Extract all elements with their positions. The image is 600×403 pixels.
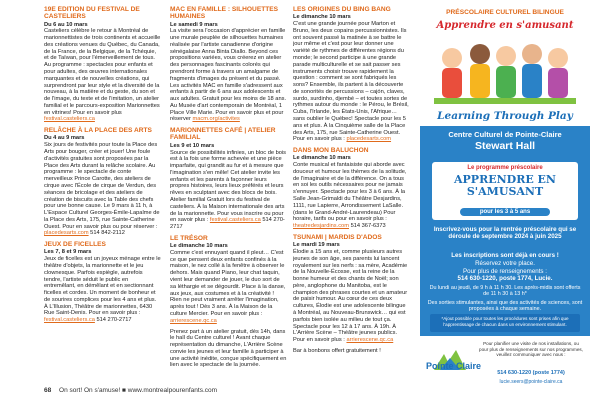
- ad-footnote: *Ajout possible pour toutes les procédures sont prises afin que l'apprentissage de chacun dans un environnement stimulant.: [430, 314, 580, 332]
- event-description: [293, 348, 410, 355]
- event-listing: [293, 234, 410, 344]
- event-description: [170, 250, 287, 325]
- event-description: [44, 28, 161, 123]
- event-listing: [44, 6, 161, 123]
- event-link[interactable]: macm.org/activites: [192, 116, 240, 123]
- ad-schedule: Du lundi au jeudi, de 9 h à 11 h 30. Les après-midis sont offerts de 11 h 30 à 13 h*: [429, 285, 581, 298]
- page-footer: [44, 387, 217, 394]
- event-title: LES ORIGINES DU BING BANG: [293, 6, 391, 13]
- event-listing: [170, 235, 287, 325]
- ad-headline-french: Apprendre en s'amusant: [436, 20, 574, 31]
- event-date: Le dimanche 10 mars: [293, 155, 351, 162]
- event-description: [293, 21, 410, 143]
- event-date: Du 4 au 9 mars: [44, 135, 85, 142]
- ad-program-kicker: Le programme préscolaire: [467, 165, 543, 171]
- children-illustration: [434, 36, 576, 106]
- event-description: [44, 142, 161, 237]
- event-description: [293, 249, 410, 344]
- event-link[interactable]: festival.casteliers.ca: [209, 217, 261, 224]
- event-description-text: Jeux de ficelles est un joyeux ménage entre le théâtre d'objets, la marionnette et le jeu clownesque. Parfois espiègle, autrefois tendre, l'artiste séduit le public en entremêlant, en démêlant et en sectionnant ficelles et cordes. Un moment de bonheur et de sourires complices pour les 4 ans et plus. À L'Illusion, Théâtre de marionnettes, 6430 Rue Saint-Denis. Pour en savoir plus :: [44, 256, 161, 317]
- event-title: MAC EN FAMILLE : SILHOUETTES HUMAINES: [170, 6, 279, 21]
- event-link[interactable]: placedesarts.com: [346, 136, 392, 143]
- event-phone: 514 270-2717: [96, 317, 132, 324]
- event-date: Du 6 au 10 mars: [44, 21, 88, 28]
- event-date: Les 7, 8 et 9 mars: [44, 249, 92, 256]
- event-title: TSUNAMI | MARDIS D'ADOS: [293, 233, 382, 241]
- ad-registration-details: [426, 252, 584, 283]
- ad-headline-english: Learning Through Play: [437, 110, 573, 122]
- ad-program-title: APPRENDRE EN S'AMUSANT: [454, 173, 556, 198]
- ad-contact-phone[interactable]: 514 630-1220 (poste 1774): [497, 370, 565, 376]
- event-phone: 514 270-2717: [170, 217, 285, 231]
- event-date: Le samedi 9 mars: [170, 21, 218, 28]
- event-title: MARIONNETTES CAFÉ | ATELIER FAMILIAL: [170, 127, 276, 142]
- event-description-text: Source de possibilités infinies, un bloc de bois est à la fois une forme achevée et une pièce imparfaite, qui grandit au fur et à mesure que l'imagination s'en mêle! Cet atelier invite les enfants et les parents à façonner leurs propres histoires, leurs lieux préférés et leurs rêves en sculptant avec des blocs de bois. Atelier familial Gratuit lors du festival de casteliers. À la Maison internationale des arts de la marionnette. Pour vous inscrire ou pour en savoir plus :: [170, 149, 287, 224]
- event-link[interactable]: festival.casteliers.ca: [44, 317, 95, 324]
- footer-text: On sort! On s'amuse! ■ www.montrealpourenfants.com: [59, 387, 218, 394]
- event-description-text: Prenez part à un atelier gratuit, dès 14h, dans le hall du Centre culturel ! Avant chaque représentation du dimanche, L'Arrière Scène convie les jeunes et leur famille à participer à une activité inédite, conçue spécifiquement en lien avec le spectacle de la journée.: [170, 328, 287, 369]
- ad-registration-open: Les inscriptions sont déjà en cours !: [451, 252, 559, 259]
- event-phone: 514 367-6373: [350, 223, 386, 230]
- event-description-text: Conte musical et fantaisiste qui aborde avec douceur et humour les thèmes de la solitude, de l'imaginaire et de la différence. On a tous en soi les outils nécessaires pour ne jamais s'ennuyer. Spectacle pour les 3 à 6 ans. À la Salle Jean-Grimaldi du Théâtre Desjardins, 1111, rue Lapierre, Arrondissement LaSalle. (dans le Grand-André-Laurendeau) Pour horaire, tarifs ou pour en savoir plus :: [293, 162, 407, 223]
- events-column-2: [170, 6, 287, 388]
- event-phone: 514 842-2112: [90, 230, 125, 237]
- ad-logo-text: Pointe Claire: [426, 361, 482, 371]
- event-listing: [293, 147, 410, 230]
- event-description: [44, 256, 161, 324]
- ad-reserve: Réservez votre place.: [475, 259, 535, 267]
- ad-contact-email[interactable]: lucie.seers@pointe-claire.ca: [499, 379, 563, 385]
- event-description: [293, 162, 410, 230]
- event-date: Le dimanche 10 mars: [293, 14, 351, 21]
- ad-outings: Des sorties stimulantes, ainsi que des activités de sciences, sont proposées à chaque semaine.: [427, 300, 583, 313]
- ad-registration-text: Inscrivez-vous pour la rentrée préscolaire qui se déroule de septembre 2024 à juin 2025: [433, 226, 577, 241]
- event-title: LE TRÉSOR: [170, 234, 208, 242]
- event-listing: [170, 329, 287, 370]
- event-date: Le dimanche 10 mars: [170, 243, 228, 250]
- ad-contact-area: [420, 336, 590, 394]
- event-title: 19E ÉDITION DU FESTIVAL DE CASTELIERS: [44, 6, 140, 21]
- event-description-text: Casteliers célèbre le retour à Montréal de marionnettistes de trois continents et accueille des créations venues du Québec, du Canada, de la France, de la Belgique, de la Tchéquie, et de Taïwan, pour l'émerveillement de tous. Au programme : spectacles pour enfants et pour adultes, des œuvres internationales marquantes et de nouvelles créations, qui surprendront par leur style et la diversité de la nouveau, à la matière et du geste, du son et de l'image, du texte et de l'imitation, un atelier familial et le parcours-exposition Marionnettes en vitrines! Pour en savoir plus: [44, 28, 161, 116]
- ad-program-box: [432, 162, 578, 220]
- event-description-text: Élodie a 15 ans et, comme plusieurs autres jeunes de son âge, ses parents lui lancent royalement sur les nerfs : sa mère, Académie de la Nouvelle-Écosse, est la reine de la bonne humeur et des chants de Noël; son père, anglophone du Manitoba, est le champion des phrases courtes et un amateur de paisir humour. Au cœur de ces deux cultures, Élodie est une adolescente bilingue à Montréal, au Nouveau-Brunswick… qui est parfois bien isolée au milieu de tout ça. Spectacle pour les 12 à 17 ans. À 19h. À L'Arrière Scène – Théâtre jeunes publics. Pour en savoir plus :: [293, 248, 408, 344]
- ad-info-label: Pour plus de renseignements :: [463, 267, 547, 275]
- event-description-text: Comme c'est ennuyant quand il pleut… C'est ce que pensent deux enfants confinés à la maison, le nez collé à la fenêtre à observer le dehors. Mais quand Piano, leur chat taquin, vient leur demander de jouer, le duo sort de sa léthargie et se dégourdit. Place à la danse, aux jeux, aux costumes et à la créativité ! Rien ne peut vraiment arrêter l'imagination, après tout ! Dès 3 ans. À la Maison de la culture Mercier. Pour en savoir plus :: [170, 249, 286, 317]
- event-listing: [170, 127, 287, 231]
- event-link[interactable]: arrierescene.qc.ca: [170, 317, 217, 324]
- event-listing: [170, 6, 287, 123]
- preschool-advertisement[interactable]: [420, 6, 590, 394]
- event-title: RELÂCHE À LA PLACE DES ARTS: [44, 127, 152, 135]
- event-description-text: C'est une grande journée pour Marton et Bruno, les deux copains percussionnistes. Ils ont souvent passé la matinée à se battre le jour même et c'est pour leur donner une variété de rythmes de différentes régions du monde; le second participe à une grande parade multiculturelle et se sait passer ses instruments choisir trouve rapidement la question : comment se sont fabriqués les sons? Ensemble, ils partent à la découverte de sonorités de percussions – cajón, claves, surdo, surdinho, djembé – et toutes sortes de rythmes autour du monde : le Pérou, le Brésil, Cuba, l'Irlande, les États-Unis, l'Afrique… sans oublier le Québec! Spectacle pour les 5 ans et plus. À la Cinquième salle de la Place des Arts, 175, rue Sainte-Catherine Ouest. Pour en savoir plus :: [293, 21, 409, 143]
- events-column-3: [293, 6, 410, 388]
- event-link[interactable]: theatredesjardins.com: [293, 223, 349, 230]
- event-description-text: Six jours de festivités pour toute la Place des Arts pour bouger, créer et jouer! Une foule d'activités gratuites sont proposées par la Place des Arts durant la relâche scolaire. Au programme : le spectacle de conte merveilleux Prince Carotte, des ateliers de cirque avec l'École de cirque de Verdun, des séances de bricolage et des ateliers de création de biscuits avec la Table des chefs pour une bonne cause. Le 9 mars à 11 h, à L'Espace Culturel Georges-Émile-Lapalme de la Place des Arts, 175, rue Sainte-Catherine Ouest. Pour en savoir plus ou pour réserver :: [44, 142, 160, 230]
- event-link[interactable]: festival.casteliers.ca: [44, 116, 95, 123]
- ad-centre-name: Centre Culturel de Pointe-Claire: [448, 130, 562, 139]
- event-link[interactable]: placedesarts.com: [44, 230, 89, 237]
- event-listing: [44, 241, 161, 324]
- event-date: Le mardi 19 mars: [293, 242, 340, 249]
- event-description-text: La visite sera l'occasion d'apprécier en famille une murale peuplée de silhouettes humaines réalisée par l'artiste canadienne d'origine sénégalaise Anna Binta Diallo. Beyond ces propositions variées, vous créerez en atelier des personnages fascinants colorés qui prendront forme à travers un amalgame de fragments d'images du présent et du passé. Les activités MAC en famille s'adressent aux enfants à partir de 6 ans aux adolescents et aux adultes. Gratuit pour les moins de 18 ans. Au Musée d'art contemporain de Montréal, 1 Place Ville Marie. Pour en savoir plus et pour réserver: [170, 28, 287, 123]
- event-description-text: Bar à bonbons offert gratuitement !: [293, 347, 381, 354]
- event-listing: [44, 127, 161, 237]
- events-column-1: [44, 6, 161, 388]
- ad-centre-hall: Stewart Hall: [474, 140, 536, 152]
- event-description: [170, 329, 287, 370]
- ad-kicker: PRÉSCOLAIRE CULTUREL BILINGUE: [446, 9, 564, 16]
- event-date: Les 9 et 10 mars: [170, 142, 215, 149]
- event-title: JEUX DE FICELLES: [44, 241, 106, 249]
- event-description: [170, 28, 287, 123]
- event-description: [170, 150, 287, 231]
- ad-visit-text: Pour planifier une visite de nos installations, ou pour plus de renseignements sur nos programmes, veuillez communiquer avec nous :: [479, 341, 583, 357]
- ad-program-age: pour les 3 à 5 ans: [460, 208, 550, 216]
- ad-info-phone[interactable]: 514 630-1220, poste 1774, Lucie.: [457, 275, 553, 283]
- event-listing: [293, 6, 410, 143]
- page-number: 68: [44, 387, 52, 394]
- event-title: DANS MON BALUCHON: [293, 147, 369, 155]
- event-link[interactable]: arrierescene.qc.ca: [346, 337, 394, 344]
- event-listing: [293, 348, 410, 355]
